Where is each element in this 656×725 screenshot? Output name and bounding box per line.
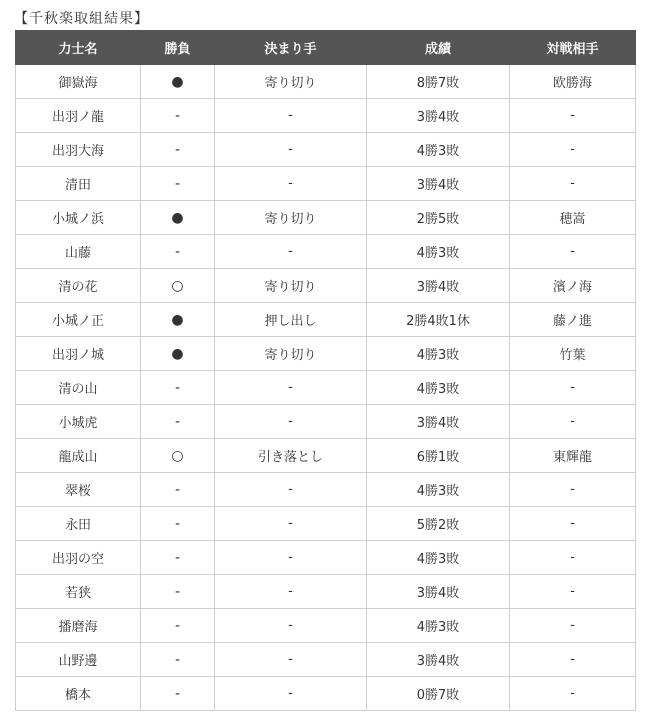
cell-kimarite: - (215, 133, 367, 167)
cell-result: - (141, 167, 215, 201)
cell-record: 4勝3敗 (367, 337, 510, 371)
table-row (16, 575, 636, 609)
table-row (16, 269, 636, 303)
cell-kimarite: - (215, 643, 367, 677)
cell-kimarite: - (215, 405, 367, 439)
cell-rikishi-name: 出羽大海 (16, 133, 141, 167)
cell-opponent: - (510, 235, 636, 269)
cell-result: - (141, 473, 215, 507)
cell-opponent: - (510, 133, 636, 167)
table-row (16, 643, 636, 677)
cell-record: 6勝1敗 (367, 439, 510, 473)
cell-opponent: - (510, 167, 636, 201)
cell-rikishi-name: 御嶽海 (16, 65, 141, 99)
results-table (15, 30, 636, 711)
cell-record: 0勝7敗 (367, 677, 510, 711)
cell-rikishi-name: 小城ノ正 (16, 303, 141, 337)
cell-result: ● (141, 65, 215, 99)
cell-kimarite: 寄り切り (215, 201, 367, 235)
cell-rikishi-name: 翠桜 (16, 473, 141, 507)
cell-rikishi-name: 播磨海 (16, 609, 141, 643)
cell-record: 5勝2敗 (367, 507, 510, 541)
cell-opponent: 欧勝海 (510, 65, 636, 99)
cell-record: 4勝3敗 (367, 235, 510, 269)
cell-kimarite: - (215, 473, 367, 507)
cell-record: 4勝3敗 (367, 609, 510, 643)
cell-record: 2勝5敗 (367, 201, 510, 235)
table-row (16, 507, 636, 541)
cell-rikishi-name: 小城ノ浜 (16, 201, 141, 235)
table-row (16, 201, 636, 235)
cell-kimarite: 引き落とし (215, 439, 367, 473)
table-row (16, 609, 636, 643)
cell-result: - (141, 133, 215, 167)
cell-rikishi-name: 橋本 (16, 677, 141, 711)
cell-rikishi-name: 山野邊 (16, 643, 141, 677)
cell-record: 8勝7敗 (367, 65, 510, 99)
table-row (16, 337, 636, 371)
table-row (16, 99, 636, 133)
cell-opponent: - (510, 643, 636, 677)
cell-result: ● (141, 303, 215, 337)
cell-result: - (141, 677, 215, 711)
cell-rikishi-name: 小城虎 (16, 405, 141, 439)
table-row (16, 65, 636, 99)
table-row (16, 677, 636, 711)
cell-rikishi-name: 若狭 (16, 575, 141, 609)
table-row (16, 235, 636, 269)
table-row (16, 541, 636, 575)
cell-kimarite: - (215, 167, 367, 201)
cell-kimarite: - (215, 677, 367, 711)
table-row (16, 303, 636, 337)
cell-kimarite: - (215, 371, 367, 405)
cell-rikishi-name: 山藤 (16, 235, 141, 269)
cell-result: - (141, 235, 215, 269)
cell-record: 3勝4敗 (367, 269, 510, 303)
header-record: 成績 (367, 31, 510, 65)
cell-record: 3勝4敗 (367, 99, 510, 133)
cell-rikishi-name: 永田 (16, 507, 141, 541)
cell-kimarite: - (215, 609, 367, 643)
cell-kimarite: - (215, 99, 367, 133)
cell-rikishi-name: 出羽の空 (16, 541, 141, 575)
cell-opponent: 竹葉 (510, 337, 636, 371)
table-row (16, 167, 636, 201)
cell-opponent: - (510, 99, 636, 133)
cell-result: - (141, 575, 215, 609)
cell-result: ● (141, 201, 215, 235)
cell-kimarite: - (215, 235, 367, 269)
cell-kimarite: - (215, 541, 367, 575)
cell-record: 3勝4敗 (367, 405, 510, 439)
cell-record: 3勝4敗 (367, 575, 510, 609)
table-row (16, 439, 636, 473)
cell-record: 3勝4敗 (367, 167, 510, 201)
cell-record: 4勝3敗 (367, 473, 510, 507)
cell-result: - (141, 643, 215, 677)
table-row (16, 405, 636, 439)
table-row (16, 371, 636, 405)
cell-opponent: 濱ノ海 (510, 269, 636, 303)
table-body (16, 65, 636, 711)
cell-result: - (141, 609, 215, 643)
cell-opponent: 穂嵩 (510, 201, 636, 235)
table-row (16, 133, 636, 167)
cell-opponent: 藤ノ進 (510, 303, 636, 337)
cell-kimarite: 寄り切り (215, 269, 367, 303)
cell-result: - (141, 371, 215, 405)
cell-kimarite: 押し出し (215, 303, 367, 337)
cell-result: - (141, 405, 215, 439)
cell-kimarite: - (215, 575, 367, 609)
cell-opponent: - (510, 507, 636, 541)
cell-result: - (141, 99, 215, 133)
cell-kimarite: - (215, 507, 367, 541)
cell-rikishi-name: 出羽ノ龍 (16, 99, 141, 133)
header-result: 勝負 (141, 31, 215, 65)
header-row (16, 31, 636, 65)
cell-result: ● (141, 337, 215, 371)
cell-opponent: 東輝龍 (510, 439, 636, 473)
cell-result: ○ (141, 439, 215, 473)
header-opponent: 対戦相手 (510, 31, 636, 65)
table-caption: 【千秋楽取組結果】 (14, 11, 149, 27)
header-rikishi-name: 力士名 (16, 31, 141, 65)
cell-record: 4勝3敗 (367, 371, 510, 405)
cell-opponent: - (510, 609, 636, 643)
cell-opponent: - (510, 677, 636, 711)
cell-rikishi-name: 清田 (16, 167, 141, 201)
cell-rikishi-name: 清の花 (16, 269, 141, 303)
cell-rikishi-name: 清の山 (16, 371, 141, 405)
cell-opponent: - (510, 541, 636, 575)
header-kimarite: 決まり手 (215, 31, 367, 65)
cell-opponent: - (510, 473, 636, 507)
cell-result: - (141, 541, 215, 575)
cell-opponent: - (510, 405, 636, 439)
cell-opponent: - (510, 575, 636, 609)
cell-rikishi-name: 出羽ノ城 (16, 337, 141, 371)
cell-record: 4勝3敗 (367, 133, 510, 167)
cell-rikishi-name: 龍成山 (16, 439, 141, 473)
cell-opponent: - (510, 371, 636, 405)
cell-kimarite: 寄り切り (215, 337, 367, 371)
cell-result: ○ (141, 269, 215, 303)
cell-kimarite: 寄り切り (215, 65, 367, 99)
table-row (16, 473, 636, 507)
cell-record: 4勝3敗 (367, 541, 510, 575)
cell-record: 3勝4敗 (367, 643, 510, 677)
cell-record: 2勝4敗1休 (367, 303, 510, 337)
cell-result: - (141, 507, 215, 541)
